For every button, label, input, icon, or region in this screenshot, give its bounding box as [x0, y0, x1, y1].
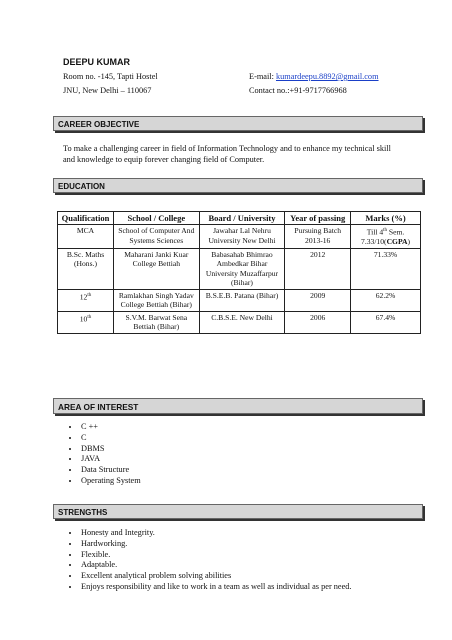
- list-item: • Flexible.: [80, 550, 352, 561]
- education-table: [57, 211, 421, 334]
- marks-cell: 67.4%: [351, 311, 421, 333]
- table-row: [58, 248, 421, 289]
- marks-cell: 62.2%: [351, 289, 421, 311]
- column-header-year: Year of passing: [285, 212, 351, 225]
- marks-text: ): [407, 237, 411, 247]
- school-cell: S.V.M. Barwat Sena Bettiah (Bihar): [113, 311, 199, 333]
- qualification-cell: B.Sc. Maths (Hons.): [58, 248, 114, 289]
- year-cell: 2012: [285, 248, 351, 289]
- marks-text: Till 4: [366, 227, 384, 237]
- list-item: • Excellent analytical problem solving abilities: [80, 571, 352, 582]
- qualification-text: 10: [79, 314, 88, 324]
- column-header-marks: Marks (%): [351, 212, 421, 225]
- board-cell: B.S.E.B. Patana (Bihar): [199, 289, 285, 311]
- marks-cell: [351, 225, 421, 249]
- address-line-1: Room no. -145, Tapti Hostel: [63, 72, 158, 81]
- qualification-cell: [58, 289, 114, 311]
- table-row: [58, 289, 421, 311]
- board-cell: C.B.S.E. New Delhi: [199, 311, 285, 333]
- school-cell: Maharani Janki Kuar College Bettiah: [113, 248, 199, 289]
- list-item: • Honesty and Integrity.: [80, 528, 352, 539]
- column-header-qualification: Qualification: [58, 212, 114, 225]
- qualification-cell: MCA: [58, 225, 114, 249]
- list-item: • Adaptable.: [80, 560, 352, 571]
- area-of-interest-list: [63, 422, 141, 487]
- board-cell: Babasahab Bhimrao Ambedkar Bihar University Muzaffarpur (Bihar): [199, 248, 285, 289]
- list-item: • C ++: [80, 422, 141, 433]
- list-item: • DBMS: [80, 444, 141, 455]
- school-cell: School of Computer And Systems Sciences: [113, 225, 199, 249]
- address-line-2: JNU, New Delhi – 110067: [63, 86, 152, 95]
- board-cell: Jawahar Lal Nehru University New Delhi: [199, 225, 285, 249]
- list-item: • Enjoys responsibility and like to work in a team as well as individual as per need.: [80, 582, 352, 593]
- list-item: • Hardworking.: [80, 539, 352, 550]
- contact-number: Contact no.:+91-9717766968: [249, 86, 347, 95]
- marks-superscript: th: [383, 228, 388, 233]
- qualification-superscript: th: [87, 292, 92, 298]
- candidate-name: DEEPU KUMAR: [63, 57, 131, 67]
- column-header-board: Board / University: [199, 212, 285, 225]
- strengths-heading: STRENGTHS: [53, 504, 423, 519]
- email-label: E-mail:: [249, 72, 276, 81]
- table-header-row: [58, 212, 421, 225]
- marks-text: Sem. 7.33/10(: [361, 227, 405, 247]
- area-of-interest-heading: AREA OF INTEREST: [53, 398, 423, 414]
- email-link[interactable]: kumardeepu.8892@gmail.com: [275, 72, 379, 81]
- email-row: [249, 71, 379, 82]
- qualification-superscript: th: [87, 314, 92, 320]
- qualification-cell: [58, 311, 114, 333]
- year-cell: 2009: [285, 289, 351, 311]
- table-row: [58, 311, 421, 333]
- list-item: • Operating System: [80, 476, 141, 487]
- year-cell: Pursuing Batch 2013-16: [285, 225, 351, 249]
- list-item: • JAVA: [80, 454, 141, 465]
- year-cell: 2006: [285, 311, 351, 333]
- marks-cell: 71.33%: [351, 248, 421, 289]
- column-header-school: School / College: [113, 212, 199, 225]
- strengths-list: [63, 528, 352, 593]
- school-cell: Ramlakhan Singh Yadav College Bettiah (Bihar): [113, 289, 199, 311]
- education-heading: EDUCATION: [53, 178, 423, 193]
- career-objective-heading: CAREER OBJECTIVE: [53, 116, 423, 131]
- career-objective-text: To make a challenging career in field of Information Technology and to enhance my technical skill and knowledge to equip forever changing field of Computer.: [63, 144, 391, 164]
- list-item: • C: [80, 433, 141, 444]
- list-item: • Data Structure: [80, 465, 141, 476]
- table-row: [58, 225, 421, 249]
- marks-bold: CGPA: [386, 237, 408, 247]
- qualification-text: 12: [79, 292, 88, 302]
